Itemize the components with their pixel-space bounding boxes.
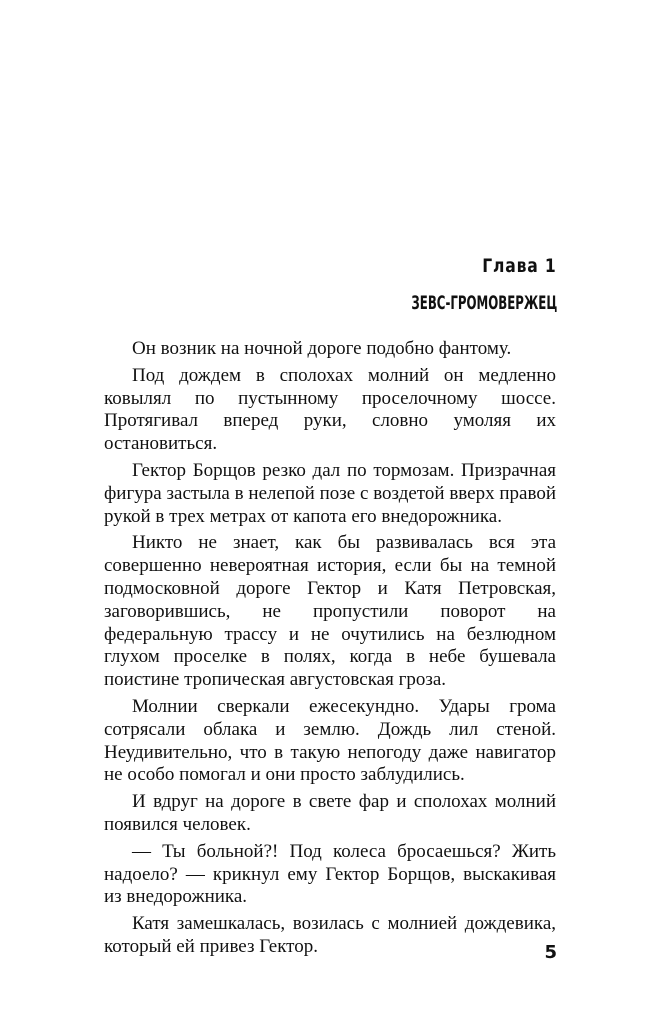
paragraph: И вдруг на дороге в свете фар и сполохах молний появился человек.: [104, 791, 556, 835]
paragraph: Катя замешкалась, возилась с молнией дождевика, который ей привез Гектор.: [104, 913, 556, 957]
paragraph: Гектор Борщов резко дал по тормозам. Призрачная фигура застыла в нелепой позе с воздетой вверх правой рукой в трех метрах от капота его внедорожника.: [104, 459, 556, 527]
paragraph: Он возник на ночной дороге подобно фантому.: [132, 338, 512, 359]
chapter-label: Глава 1: [482, 255, 557, 277]
paragraph: Никто не знает, как бы развивалась вся эта совершенно невероятная история, если бы на темной подмосковной дороге Гектор и Катя Петровская, заговорившись, не пропустили поворот на федеральную трассу и не очутились на безлюдном глухом проселке в полях, когда в небе бушевала поистине тропическая августовская гроза.: [104, 532, 556, 691]
page-number: 5: [544, 942, 557, 963]
body-text: [104, 338, 556, 959]
paragraph: — Ты больной?! Под колеса бросаешься? Жить надоело? — крикнул ему Гектор Борщов, выскакивая из внедорожника.: [104, 840, 556, 908]
chapter-title: ЗЕВС-ГРОМОВЕРЖЕЦ: [411, 292, 557, 314]
paragraph: Молнии сверкали ежесекундно. Удары грома сотрясали облака и землю. Дождь лил стеной. Неудивительно, что в такую непогоду даже навигатор не особо помогал и они просто заблудились.: [104, 695, 556, 786]
paragraph: Под дождем в сполохах молний он медленно ковылял по пустынному проселочному шоссе. Протягивал вперед руки, словно умоляя их остановиться.: [104, 364, 556, 455]
